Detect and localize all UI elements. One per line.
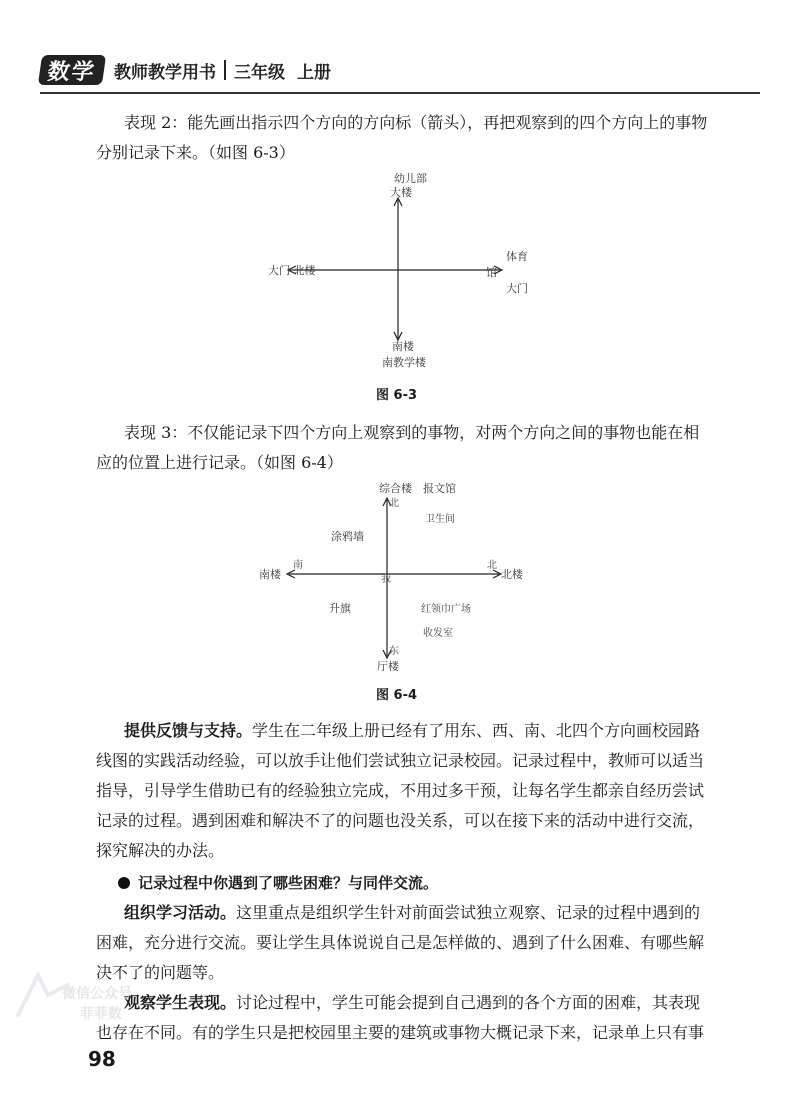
fig63-north-1: 幼儿部 (394, 172, 427, 185)
volume-label: 上册 (297, 62, 331, 83)
activity-prompt: 记录过程中你遇到了哪些困难？与同伴交流。 (118, 872, 438, 893)
figure-6-4-caption: 图 6-4 (376, 688, 418, 703)
paragraph-performance-3: 表现 3：不仅能记录下四个方向上观察到的事物，对两个方向之间的事物也能在相应的位置上进行记录。（如图 6-4） (96, 423, 700, 472)
watermark-text-1: 微信公众号 (62, 986, 132, 1002)
fig64-sw: 升旗 (329, 602, 351, 615)
fig64-north: 综合楼 (379, 482, 412, 495)
watermark (0, 965, 180, 1025)
feedback-heading: 提供反馈与支持。 (124, 721, 253, 740)
grade-label: 三年级 (234, 62, 285, 83)
fig63-east-2: 馆 (486, 266, 497, 279)
fig64-ne-1: 报文馆 (423, 482, 456, 495)
fig64-west: 南楼 (259, 568, 281, 581)
bullet-icon (118, 877, 130, 889)
fig64-east: 北楼 (501, 568, 523, 581)
fig64-north-small: 北 (389, 498, 399, 509)
observe-heading: 观察学生表现。 (124, 993, 237, 1012)
fig64-center: 我 (381, 574, 391, 585)
header-divider (224, 60, 226, 80)
fig63-east-3: 大门 (506, 282, 528, 295)
header-rule (40, 92, 760, 94)
running-header (40, 52, 331, 88)
paragraph-feedback: 提供反馈与支持。学生在二年级上册已经有了用东、西、南、北四个方向画校园路线图的实践活动经验，可以放手让他们尝试独立记录校园。记录过程中，教师可以适当指导，引导学生借助已有的经验独立完成，不用过多干预，让每名学生都亲自经历尝试记录的过程。遇到困难和解决不了的问题也没关系，可以在接下来的活动中进行交流，探究解决的办法。 (96, 721, 705, 860)
figure-6-4 (255, 478, 555, 678)
figure-6-3 (260, 170, 540, 380)
paragraph-performance-2: 表现 2：能先画出指示四个方向的方向标（箭头），再把观察到的四个方向上的事物分别记录下来。（如图 6-3） (96, 113, 708, 162)
fig64-se-1: 红领巾广场 (421, 604, 471, 615)
fig64-nw: 涂鸦墙 (331, 530, 364, 543)
fig64-se-2: 收发室 (423, 628, 453, 639)
figure-6-3-caption: 图 6-3 (376, 388, 418, 403)
subject-logo: 数学 (38, 55, 106, 85)
watermark-text-2: 菲菲数 (80, 1006, 122, 1022)
fig64-south-small: 东 (389, 646, 399, 657)
book-title: 教师教学用书 (114, 62, 216, 83)
fig64-east-small: 北 (487, 560, 497, 571)
fig64-ne-2: 卫生间 (425, 514, 455, 525)
fig63-south-1: 南楼 (392, 340, 414, 353)
fig63-north-2: 大楼 (390, 186, 412, 199)
fig64-west-small: 南 (293, 560, 303, 571)
fig63-west: 大门 北楼 (268, 264, 316, 277)
fig63-south-2: 南教学楼 (382, 356, 426, 369)
organize-heading: 组织学习活动。 (124, 903, 237, 922)
fig63-east-1: 体育 (506, 250, 528, 263)
page-number: 98 (88, 1047, 116, 1071)
paragraph-observe: 观察学生表现。讨论过程中，学生可能会提到自己遇到的各个方面的困难，其表现也存在不同。有的学生只是把校园里主要的建筑或事物大概记录下来，记录单上只有事 (96, 993, 705, 1042)
paragraph-organize: 组织学习活动。这里重点是组织学生针对前面尝试独立观察、记录的过程中遇到的困难，充分进行交流。要让学生具体说说自己是怎样做的、遇到了什么困难、有哪些解决不了的问题等。 (96, 903, 705, 982)
fig64-south: 厅楼 (377, 660, 399, 673)
